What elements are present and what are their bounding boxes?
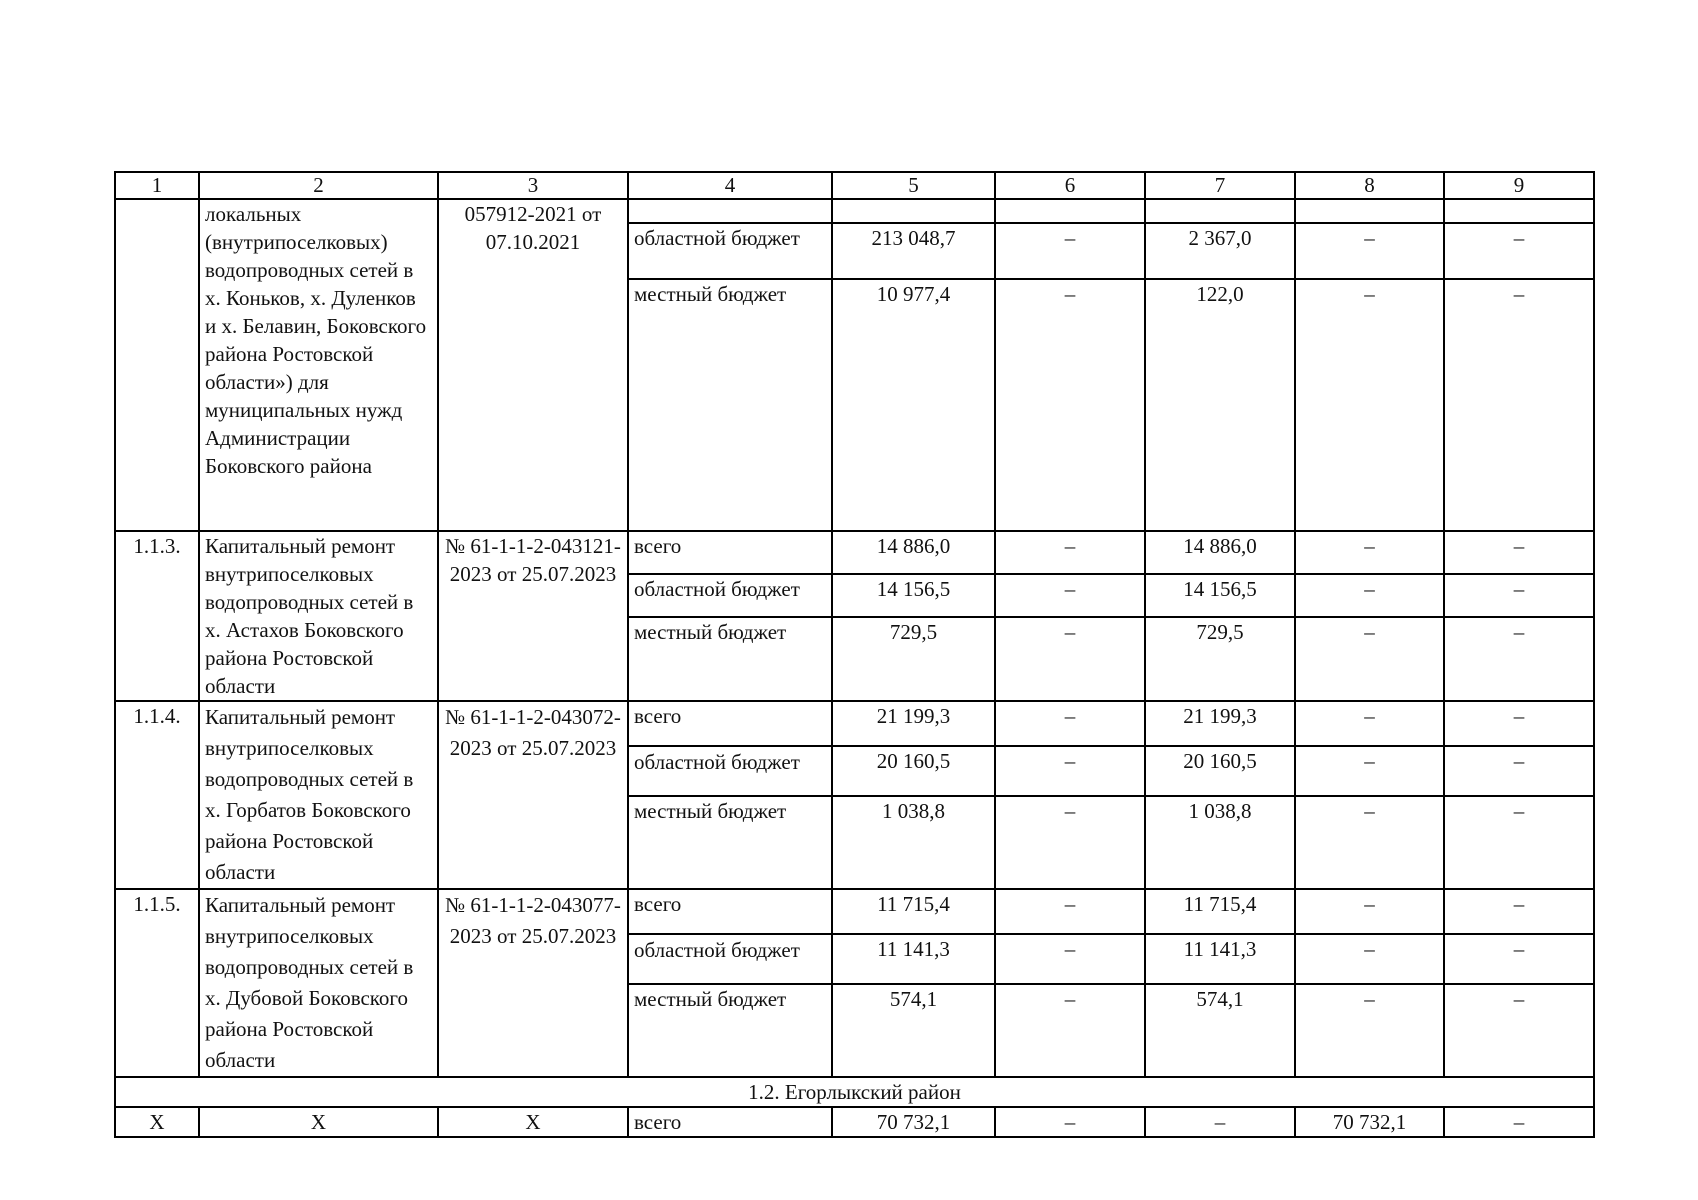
value-cell: –	[1145, 1107, 1295, 1137]
source-cell: всего	[628, 889, 832, 934]
value-cell: 122,0	[1145, 279, 1295, 531]
source-cell: областной бюджет	[628, 223, 832, 279]
item-number-cell: 1.1.5.	[115, 889, 199, 1077]
contract-cell: № 61-1-1-2-043121-2023 от 25.07.2023	[438, 531, 628, 701]
value-cell: –	[1444, 746, 1594, 796]
value-cell: 2 367,0	[1145, 223, 1295, 279]
source-cell: местный бюджет	[628, 279, 832, 531]
value-cell: –	[995, 889, 1145, 934]
value-cell: –	[1295, 617, 1444, 701]
value-cell: –	[1295, 746, 1444, 796]
item-number-cell	[115, 199, 199, 531]
value-cell: 1 038,8	[832, 796, 995, 889]
value-cell: –	[1295, 223, 1444, 279]
item-number-cell: 1.1.3.	[115, 531, 199, 701]
budget-table	[114, 171, 1595, 1138]
value-cell: –	[1295, 574, 1444, 617]
source-cell: местный бюджет	[628, 796, 832, 889]
table-row	[115, 889, 1594, 934]
table-row	[115, 701, 1594, 746]
value-cell: 729,5	[1145, 617, 1295, 701]
contract-cell: № 61-1-1-2-043077-2023 от 25.07.2023	[438, 889, 628, 1077]
item-name-cell: Капитальный ремонт внутрипоселковых водопроводных сетей в х. Астахов Боковского района Ростовской области	[199, 531, 438, 701]
value-cell: –	[1444, 223, 1594, 279]
value-cell: –	[995, 223, 1145, 279]
value-cell: –	[1295, 889, 1444, 934]
value-cell: 729,5	[832, 617, 995, 701]
header-cell: 7	[1145, 172, 1295, 199]
value-cell: –	[995, 531, 1145, 574]
value-cell: –	[995, 984, 1145, 1077]
section-row	[115, 1077, 1594, 1107]
value-cell: –	[1295, 531, 1444, 574]
value-cell: 70 732,1	[1295, 1107, 1444, 1137]
value-cell: 14 886,0	[1145, 531, 1295, 574]
value-cell: 11 141,3	[832, 934, 995, 984]
value-cell: –	[1295, 279, 1444, 531]
source-cell: местный бюджет	[628, 617, 832, 701]
source-cell	[628, 199, 832, 223]
value-cell: 14 886,0	[832, 531, 995, 574]
item-name-cell: Капитальный ремонт внутрипоселковых водопроводных сетей в х. Горбатов Боковского района Ростовской области	[199, 701, 438, 889]
header-cell: 3	[438, 172, 628, 199]
value-cell: –	[995, 1107, 1145, 1137]
header-cell: 2	[199, 172, 438, 199]
source-cell: областной бюджет	[628, 934, 832, 984]
value-cell: X	[199, 1107, 438, 1137]
header-cell: 5	[832, 172, 995, 199]
contract-cell: № 61-1-1-2-043072-2023 от 25.07.2023	[438, 701, 628, 889]
source-cell: областной бюджет	[628, 746, 832, 796]
value-cell	[995, 199, 1145, 223]
value-cell: 70 732,1	[832, 1107, 995, 1137]
value-cell: X	[115, 1107, 199, 1137]
value-cell: –	[995, 934, 1145, 984]
item-number-cell: 1.1.4.	[115, 701, 199, 889]
value-cell: –	[1295, 934, 1444, 984]
value-cell: –	[995, 796, 1145, 889]
value-cell: X	[438, 1107, 628, 1137]
table-row	[115, 531, 1594, 574]
value-cell: –	[1444, 796, 1594, 889]
value-cell: –	[995, 701, 1145, 746]
value-cell: 213 048,7	[832, 223, 995, 279]
value-cell: 11 141,3	[1145, 934, 1295, 984]
source-cell: местный бюджет	[628, 984, 832, 1077]
header-cell: 4	[628, 172, 832, 199]
value-cell: 574,1	[832, 984, 995, 1077]
value-cell: 11 715,4	[832, 889, 995, 934]
value-cell: –	[1444, 889, 1594, 934]
value-cell	[832, 199, 995, 223]
total-row	[115, 1107, 1594, 1137]
value-cell	[1145, 199, 1295, 223]
value-cell: –	[1444, 934, 1594, 984]
value-cell: 574,1	[1145, 984, 1295, 1077]
value-cell: –	[1295, 701, 1444, 746]
source-cell: всего	[628, 1107, 832, 1137]
item-name-cell: Капитальный ремонт внутрипоселковых водопроводных сетей в х. Дубовой Боковского района Ростовской области	[199, 889, 438, 1077]
section-title: 1.2. Егорлыкский район	[115, 1077, 1594, 1107]
value-cell: –	[995, 746, 1145, 796]
value-cell: 21 199,3	[832, 701, 995, 746]
value-cell: 21 199,3	[1145, 701, 1295, 746]
value-cell: –	[1444, 701, 1594, 746]
source-cell: областной бюджет	[628, 574, 832, 617]
value-cell	[1295, 199, 1444, 223]
value-cell: 14 156,5	[832, 574, 995, 617]
value-cell: –	[1444, 1107, 1594, 1137]
value-cell: –	[995, 574, 1145, 617]
value-cell: –	[1295, 796, 1444, 889]
item-name-cell: локальных (внутрипоселковых) водопроводных сетей в х. Коньков, х. Дуленков и х. Белавин, Боковского района Ростовской области») для муниципальных нужд Администрации Боковского района	[199, 199, 438, 531]
source-cell: всего	[628, 701, 832, 746]
table-row	[115, 199, 1594, 223]
value-cell: –	[995, 617, 1145, 701]
value-cell: 14 156,5	[1145, 574, 1295, 617]
value-cell	[1444, 199, 1594, 223]
value-cell: –	[1444, 984, 1594, 1077]
value-cell: –	[995, 279, 1145, 531]
value-cell: –	[1295, 984, 1444, 1077]
source-cell: всего	[628, 531, 832, 574]
header-cell: 9	[1444, 172, 1594, 199]
value-cell: 10 977,4	[832, 279, 995, 531]
value-cell: –	[1444, 531, 1594, 574]
value-cell: 1 038,8	[1145, 796, 1295, 889]
value-cell: 20 160,5	[1145, 746, 1295, 796]
value-cell: –	[1444, 617, 1594, 701]
value-cell: 20 160,5	[832, 746, 995, 796]
contract-cell: 057912-2021 от 07.10.2021	[438, 199, 628, 531]
header-cell: 1	[115, 172, 199, 199]
header-row	[115, 172, 1594, 199]
header-cell: 8	[1295, 172, 1444, 199]
value-cell: 11 715,4	[1145, 889, 1295, 934]
value-cell: –	[1444, 574, 1594, 617]
header-cell: 6	[995, 172, 1145, 199]
value-cell: –	[1444, 279, 1594, 531]
